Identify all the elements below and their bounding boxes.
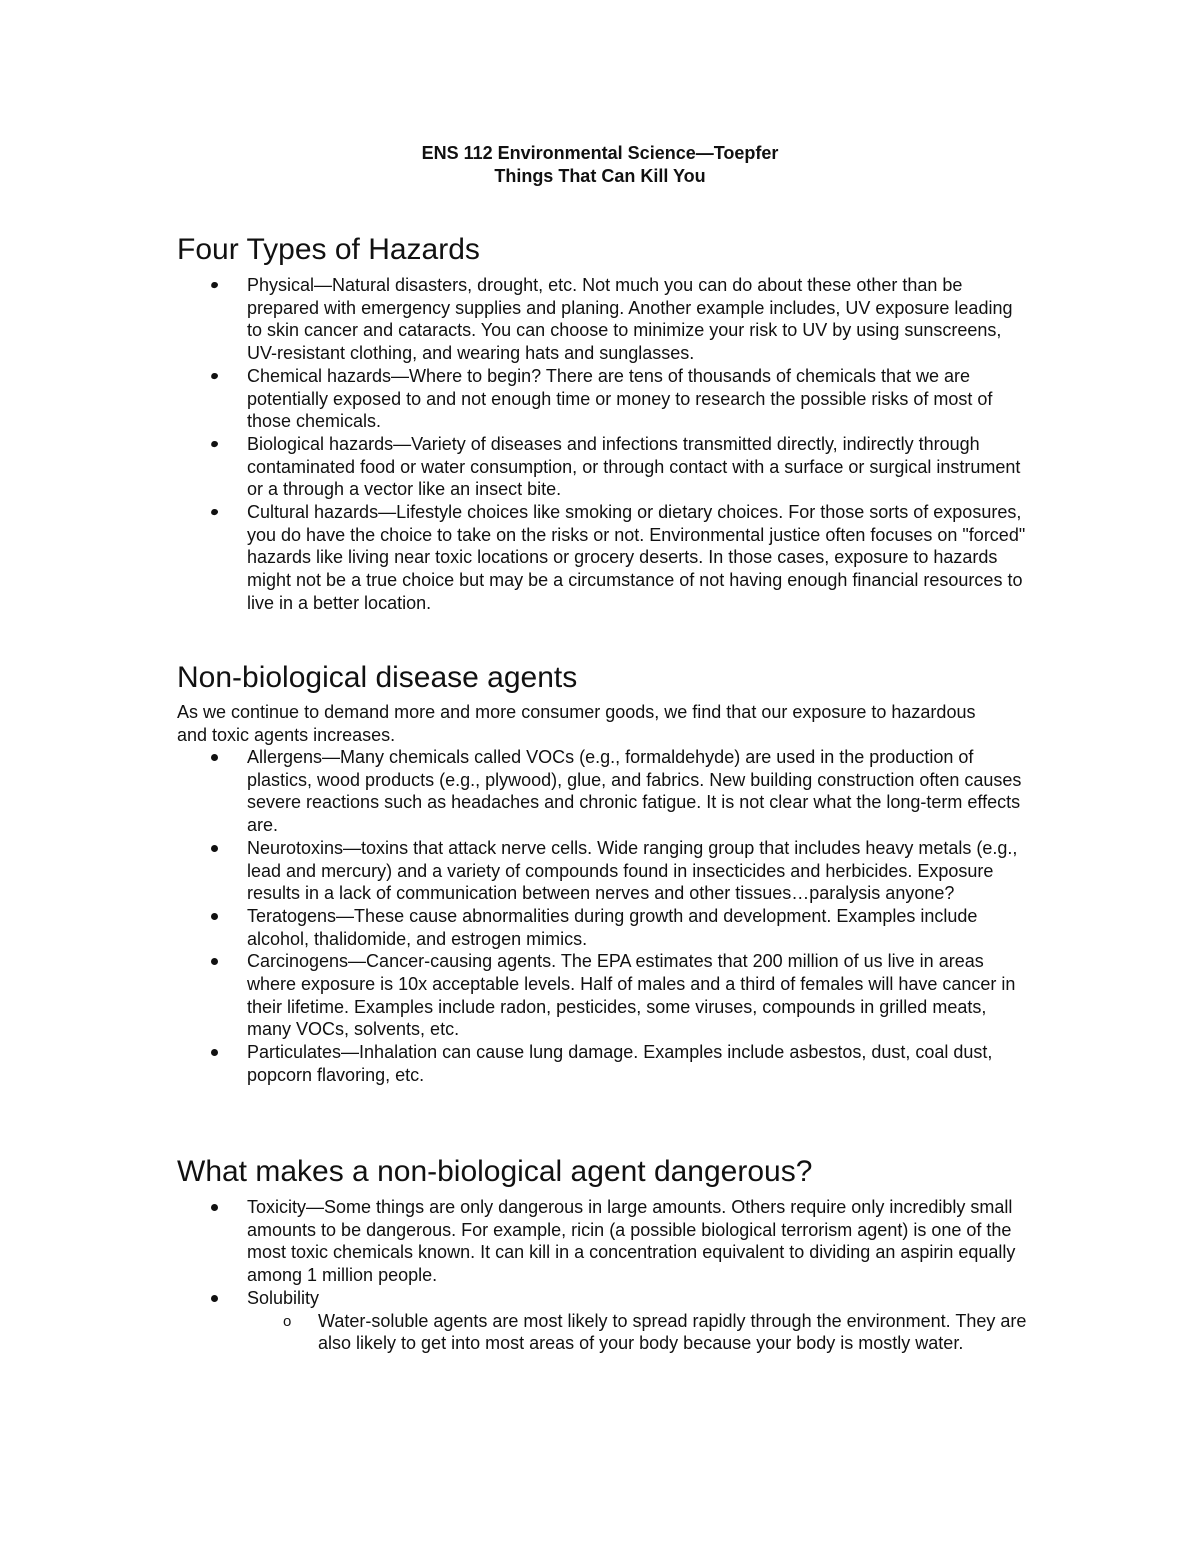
bullet-icon	[211, 845, 218, 852]
bullet-icon	[211, 1204, 218, 1211]
list-item-text: Solubility	[247, 1287, 320, 1308]
solubility-sublist	[247, 1310, 1027, 1355]
circle-bullet-icon: o	[283, 1312, 292, 1330]
list-item-text: Carcinogens—Cancer-causing agents. The EPA estimates that 200 million of us live in areas where exposure is 10x acceptable levels. Half of males and a third of females will have cancer in their lifetime. Examples include radon, pesticides, some viruses, compounds in grilled meats, many VOCs, solvents, etc.	[247, 951, 1016, 1040]
list-item	[0, 1041, 1027, 1086]
list-item-text: Neurotoxins—toxins that attack nerve cells. Wide ranging group that includes heavy metals (e.g., lead and mercury) and a variety of compounds found in insecticides and herbicides. Exposure results in a lack of communication between nerves and other tissues…paralysis anyone?	[247, 837, 1018, 904]
list-item	[0, 501, 1027, 615]
list-item	[0, 905, 1027, 950]
list-item-text: Allergens—Many chemicals called VOCs (e.g., formaldehyde) are used in the production of plastics, wood products (e.g., plywood), glue, and fabrics. New building construction often causes severe reactions such as headaches and chronic fatigue. It is not clear what the long-term effects are.	[247, 747, 1022, 836]
list-item-text: Particulates—Inhalation can cause lung damage. Examples include asbestos, dust, coal dust, popcorn flavoring, etc.	[247, 1042, 993, 1085]
bullet-icon	[211, 1049, 218, 1056]
course-title: ENS 112 Environmental Science—Toepfer	[421, 143, 779, 163]
bullet-icon	[211, 958, 218, 965]
list-item	[0, 274, 1027, 365]
list-item-text: Chemical hazards—Where to begin? There are tens of thousands of chemicals that we are potentially exposed to and not enough time or money to research the possible risks of most of those chemicals.	[247, 365, 993, 432]
section-title-nonbio: Non-biological disease agents	[177, 661, 578, 694]
section-intro: As we continue to demand more and more consumer goods, we find that our exposure to hazardous and toxic agents increases.	[177, 702, 976, 745]
section-title-danger: What makes a non-biological agent dangerous?	[177, 1155, 813, 1188]
bullet-icon	[211, 754, 218, 761]
document-title: Things That Can Kill You	[494, 166, 706, 186]
list-item-text: Physical—Natural disasters, drought, etc. Not much you can do about these other than be prepared with emergency supplies and planing. Another example includes, UV exposure leading to skin cancer and cataracts. You can choose to minimize your risk to UV by using sunscreens, UV-resistant clothing, and wearing hats and sunglasses.	[247, 275, 1013, 364]
bullet-icon	[210, 372, 219, 380]
section-title-hazards: Four Types of Hazards	[177, 233, 480, 266]
sub-list-item	[283, 1310, 1028, 1355]
list-item	[0, 837, 1027, 905]
document-header	[0, 142, 1200, 188]
list-item	[0, 1287, 1027, 1355]
danger-list	[0, 1196, 1200, 1355]
bullet-icon	[210, 508, 219, 516]
list-item	[0, 365, 1027, 433]
list-item-text: Teratogens—These cause abnormalities during growth and development. Examples include alcohol, thalidomide, and estrogen mimics.	[247, 905, 978, 949]
bullet-icon	[210, 281, 219, 289]
bullet-icon	[210, 440, 219, 448]
bullet-icon	[211, 913, 218, 920]
list-item-text: Cultural hazards—Lifestyle choices like smoking or dietary choices. For those sorts of exposures, you do have the choice to take on the risks or not. Environmental justice often focuses on "forced" hazards like living near toxic locations or grocery deserts. In those cases, exposure to hazards might not be a true choice but may be a circumstance of not having enough financial resources to live in a better location.	[247, 502, 1026, 613]
list-item	[0, 950, 1027, 1041]
list-item	[0, 746, 1027, 837]
list-item	[0, 433, 1027, 501]
bullet-icon	[211, 1295, 218, 1302]
hazards-list	[0, 274, 1200, 615]
list-item	[0, 1196, 1027, 1287]
list-item-text: Biological hazards—Variety of diseases and infections transmitted directly, indirectly through contaminated food or water consumption, or through contact with a surface or surgical instrument or a through a vector like an insect bite.	[247, 433, 1021, 500]
sub-list-item-text: Water-soluble agents are most likely to spread rapidly through the environment. They are also likely to get into most areas of your body because your body is mostly water.	[318, 1310, 1027, 1354]
nonbio-list	[0, 746, 1200, 1087]
list-item-text: Toxicity—Some things are only dangerous in large amounts. Others require only incredibly small amounts to be dangerous. For example, ricin (a possible biological terrorism agent) is one of the most toxic chemicals known. It can kill in a concentration equivalent to dividing an aspirin equally among 1 million people.	[247, 1197, 1016, 1286]
